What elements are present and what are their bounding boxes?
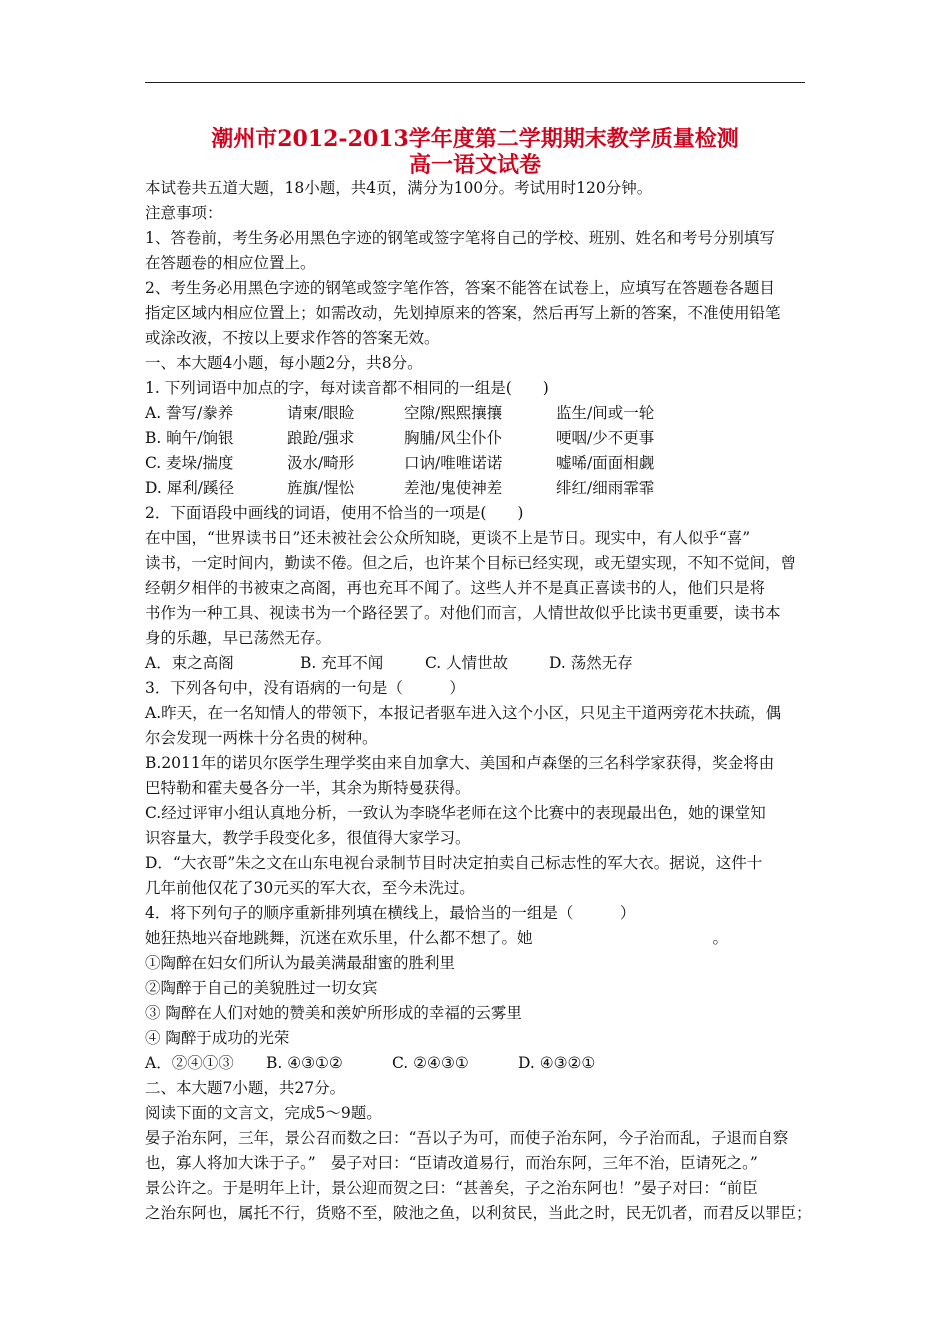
classical-passage-line: 景公许之。于是明年上计，景公迎而贺之曰：“甚善矣，子之治东阿也！”晏子对曰：“前臣 [145,1179,758,1197]
notice-1-line: 在答题卷的相应位置上。 [145,254,316,272]
notice-2-line: 或涂改液，不按以上要求作答的答案无效。 [145,329,440,347]
header-rule [145,82,805,83]
question-2-passage-line: 读书，一定时间内，勤读不倦。但之后，也许某个目标已经实现，或无望实现，不知不觉间，曾 [145,554,797,572]
exam-body [145,176,810,1226]
question-3-option-line: 巴特勒和霍夫曼各分一半，其余为斯特曼获得。 [145,779,471,797]
question-1-option-row [145,476,810,501]
question-3-stem: 3．下列各句中，没有语病的一句是（ ） [145,679,465,697]
question-2-passage-line: 经朝夕相伴的书被束之高阁，再也充耳不闻了。这些人并不是真正喜读书的人，他们只是将 [145,579,766,597]
question-2-passage-line: 身的乐趣，早已荡然无存。 [145,629,332,647]
option-word-pair: 监生/间或一轮 [556,404,655,422]
option-word-pair: C. 麦垛/揣度 [145,454,234,472]
option-word-pair: D. 犀利/蹊径 [145,479,234,497]
question-4-options [145,1051,810,1076]
notice-heading: 注意事项： [145,204,223,222]
section-2-heading: 二、本大题7小题，共27分。 [145,1079,346,1097]
question-3-option-line: A.昨天，在一名知情人的带领下，本报记者驱车进入这个小区，只见主干道两旁花木扶疏，偶 [145,704,782,722]
question-3-option-line: 尔会发现一两株十分名贵的树种。 [145,729,378,747]
sentence-end: 。 [712,929,729,947]
exam-summary: 本试卷共五道大题，18小题，共4页，满分为100分。考试用时120分钟。 [145,179,653,197]
option-d: D. ④③②① [518,1054,596,1072]
question-4-item: ②陶醉于自己的美貌胜过一切女宾 [145,979,378,997]
option-word-pair: 旌旗/惺忪 [287,479,355,497]
option-word-pair: 胸脯/风尘仆仆 [404,429,503,447]
question-2-stem: 2．下面语段中画线的词语，使用不恰当的一项是( ) [145,504,524,522]
question-4-item: ④ 陶醉于成功的光荣 [145,1029,290,1047]
question-4-item: ③ 陶醉在人们对她的赞美和羡妒所形成的幸福的云雾里 [145,1004,522,1022]
option-c: C. ②④③① [392,1054,469,1072]
option-word-pair: 嘘唏/面面相觑 [556,454,655,472]
question-3-option-line: 几年前他仅花了30元买的军大衣，至今未洗过。 [145,879,475,897]
question-3-option-line: 识容量大，教学手段变化多，很值得大家学习。 [145,829,471,847]
question-2-passage-line: 在中国，“世界读书日”还未被社会公众所知晓，更谈不上是节日。现实中，有人似乎“喜” [145,529,751,547]
question-4-stem: 4．将下列句子的顺序重新排列填在横线上，最恰当的一组是（ ） [145,904,636,922]
classical-passage-line: 晏子治东阿，三年，景公召而数之曰：“吾以子为可，而使子治东阿，今子治而乱，子退而自察 [145,1129,789,1147]
option-word-pair: 口讷/唯唯诺诺 [404,454,503,472]
option-word-pair: 汲水/畸形 [287,454,355,472]
option-d: D. 荡然无存 [549,654,633,672]
sentence-start: 她狂热地兴奋地跳舞，沉迷在欢乐里，什么都不想了。她 [145,929,533,947]
option-b: B. ④③①② [266,1054,343,1072]
question-3-option-line: D．“大衣哥”朱之文在山东电视台录制节目时决定拍卖自己标志性的军大衣。据说，这件十 [145,854,763,872]
option-word-pair: 踉跄/强求 [287,429,355,447]
option-word-pair: 请柬/眼睑 [287,404,355,422]
classical-passage-line: 之治东阿也，属托不行，货赂不至，陂池之鱼，以利贫民，当此之时，民无饥者，而君反以罪臣； [145,1204,812,1222]
question-1-option-row [145,401,810,426]
question-2-options [145,651,810,676]
notice-1-line: 1、答卷前，考生务必用黑色字迹的钢笔或签字笔将自己的学校、班别、姓名和考号分别填写 [145,229,775,247]
exam-subtitle: 高一语文试卷 [408,152,541,178]
question-4-item: ①陶醉在妇女们所认为最美满最甜蜜的胜利里 [145,954,456,972]
option-word-pair: 绯红/细雨霏霏 [556,479,655,497]
option-c: C. 人情世故 [425,654,509,672]
option-a: A．②④①③ [145,1054,234,1072]
option-b: B. 充耳不闻 [300,654,384,672]
question-1-stem: 1. 下列词语中加点的字，每对读音都不相同的一组是( ) [145,379,549,397]
question-3-option-line: B.2011年的诺贝尔医学生理学奖由来自加拿大、美国和卢森堡的三名科学家获得，奖金将由 [145,754,775,772]
option-word-pair: 哽咽/少不更事 [556,429,655,447]
exam-title: 潮州市2012-2013学年度第二学期期末教学质量检测 [211,126,739,152]
question-3-option-line: C.经过评审小组认真地分析，一致认为李晓华老师在这个比赛中的表现最出色，她的课堂知 [145,804,766,822]
notice-2-line: 指定区域内相应位置上；如需改动，先划掉原来的答案，然后再写上新的答案，不准使用铅笔 [145,304,781,322]
section-2-instruction: 阅读下面的文言文，完成5～9题。 [145,1104,382,1122]
question-2-passage-line: 书作为一种工具、视读书为一个路径罢了。对他们而言，人情世故似乎比读书更重要，读书本 [145,604,781,622]
question-1-option-row [145,426,810,451]
option-word-pair: 差池/鬼使神差 [404,479,503,497]
option-word-pair: B. 晌午/饷银 [145,429,234,447]
option-word-pair: A. 誊写/豢养 [145,404,234,422]
option-word-pair: 空隙/熙熙攘攘 [404,404,503,422]
classical-passage-line: 也，寡人将加大诛于子。” 晏子对曰：“臣请改道易行，而治东阿，三年不治，臣请死之。” [145,1154,758,1172]
question-1-option-row [145,451,810,476]
question-4-sentence [145,926,810,951]
section-1-heading: 一、本大题4小题，每小题2分，共8分。 [145,354,423,372]
option-a: A．束之高阁 [145,654,234,672]
notice-2-line: 2、考生务必用黑色字迹的钢笔或签字笔作答，答案不能答在试卷上，应填写在答题卷各题目 [145,279,775,297]
